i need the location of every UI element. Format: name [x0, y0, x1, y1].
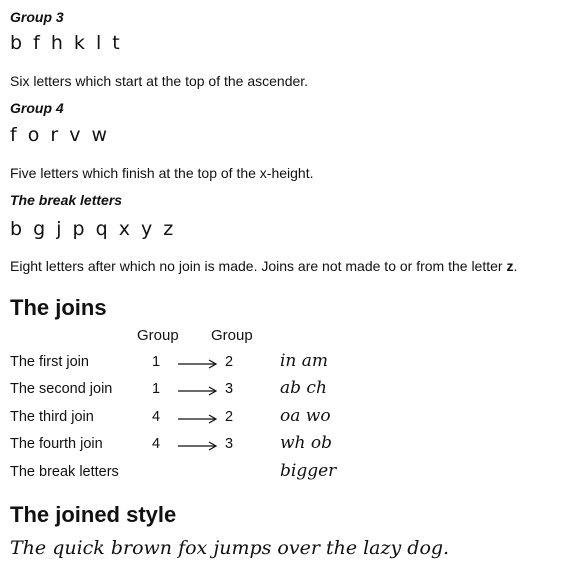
arrow-icon — [178, 414, 218, 424]
join-row-to: 3 — [225, 381, 234, 397]
join-row-label: The third join — [10, 409, 94, 425]
join-row-example: in am — [280, 351, 329, 371]
join-row-from: 4 — [152, 409, 161, 425]
join-row-to: 3 — [225, 436, 234, 452]
join-row-label: The break letters — [10, 464, 119, 480]
joins-heading: The joins — [10, 295, 107, 320]
join-row-to: 2 — [225, 409, 234, 425]
join-row-label: The second join — [10, 381, 113, 397]
break-letters-letters: b g j p q x y z — [10, 218, 175, 240]
joined-style-sample: The quick brown fox jumps over the lazy dog. — [10, 537, 450, 559]
joins-col-to: Group — [211, 327, 253, 344]
group3-description: Six letters which start at the top of the ascender. — [10, 73, 309, 89]
break-letters-description-text: Eight letters after which no join is made. Joins are not made to or from the letter — [10, 258, 507, 274]
joins-col-from: Group — [137, 327, 179, 344]
join-row-label: The fourth join — [10, 436, 103, 452]
join-row-example: wh ob — [280, 433, 333, 453]
break-letters-title: The break letters — [10, 192, 123, 208]
joined-style-heading: The joined style — [10, 502, 177, 527]
join-row-from: 1 — [152, 381, 161, 397]
group4-title: Group 4 — [10, 100, 64, 116]
join-row-from: 1 — [152, 354, 161, 370]
join-row-to: 2 — [225, 354, 234, 370]
join-row-from: 4 — [152, 436, 161, 452]
arrow-icon — [178, 441, 218, 451]
arrow-icon — [178, 386, 218, 396]
group3-title: Group 3 — [10, 9, 64, 25]
break-letters-description — [10, 258, 517, 274]
group4-description: Five letters which finish at the top of the x-height. — [10, 165, 314, 181]
break-letters-description-bold: z — [506, 258, 514, 274]
arrow-icon — [178, 359, 218, 369]
break-letters-description-end: . — [513, 258, 518, 274]
group4-letters: f o r v w — [10, 124, 109, 146]
group3-letters: b f h k l t — [10, 32, 121, 54]
join-row-example: ab ch — [280, 378, 327, 398]
join-row-example: oa wo — [280, 406, 331, 426]
join-row-label: The first join — [10, 354, 89, 370]
join-row-example: bigger — [280, 461, 337, 481]
